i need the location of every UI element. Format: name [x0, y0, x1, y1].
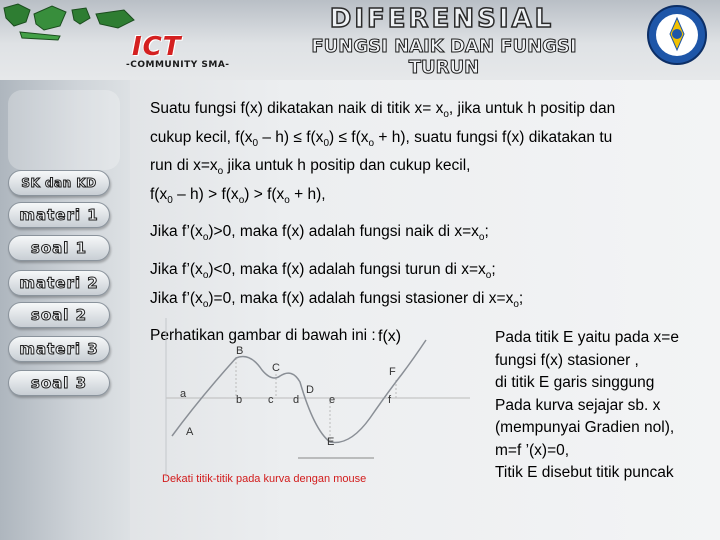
text: Jika f’(x	[150, 223, 203, 241]
rule-decreasing	[150, 259, 710, 288]
rule-stationary	[150, 288, 710, 317]
point-C[interactable]: C	[272, 362, 280, 374]
label-d: d	[293, 394, 300, 406]
text: ;	[484, 223, 489, 241]
text: cukup kecil, f(x	[150, 128, 253, 146]
point-B[interactable]: B	[236, 345, 244, 357]
text: – h) ≤ f(x	[258, 128, 324, 146]
subscript: o	[485, 270, 492, 282]
note-line: Pada kurva sejajar sb. x	[495, 396, 661, 414]
note-line: di titik E garis singgung	[495, 374, 655, 391]
note-line: (mempunyai Gradien nol),	[495, 419, 675, 436]
text: ) > f(x	[244, 185, 285, 203]
text: jika untuk h positip dan cukup kecil,	[223, 157, 471, 175]
point-D[interactable]: D	[306, 384, 314, 396]
label-a: a	[180, 388, 187, 400]
label-f: f	[388, 394, 392, 406]
subscript: 0	[252, 137, 259, 149]
text: run di x=x	[150, 157, 218, 175]
label-e: e	[329, 394, 336, 406]
text: )<0, maka f(x) adalah fungsi turun di x=x	[208, 260, 486, 278]
subscript: o	[202, 270, 209, 282]
definition-line-4	[150, 184, 702, 213]
page-title: DIFERENSIAL	[329, 4, 555, 34]
subscript: o	[202, 232, 209, 244]
subscript: o	[478, 232, 485, 244]
sidebar-item-materi-2[interactable]: materi 2	[8, 270, 110, 296]
definition-line-2	[150, 127, 702, 156]
text: ;	[491, 260, 496, 278]
sidebar-item-sk-dan-kd[interactable]: SK dan KD	[8, 170, 110, 196]
page-subtitle: FUNGSI NAIK DAN FUNGSI TURUN	[311, 36, 577, 78]
subscript: o	[217, 166, 224, 178]
graph-caption: Dekati titik-titik pada kurva dengan mouse	[162, 473, 367, 485]
subscript: o	[284, 194, 290, 206]
note-line: Pada titik E yaitu pada x=e	[495, 329, 679, 346]
sidebar-item-soal-1[interactable]: soal 1	[8, 235, 110, 261]
definition-line-1	[150, 98, 702, 127]
label-c: c	[268, 394, 274, 406]
text: + h), suatu fungsi f(x) dikatakan tu	[374, 128, 613, 146]
subscript: 0	[323, 137, 329, 149]
text: ;	[518, 289, 524, 307]
instruction-text: Perhatikan gambar di bawah ini :	[150, 327, 376, 345]
text: )=0, maka f(x) adalah fungsi stasioner di x=x	[208, 289, 514, 307]
subscript: 0	[167, 194, 173, 206]
text: Suatu fungsi f(x) dikatakan naik di titik x= x	[150, 100, 444, 117]
subscript: o	[238, 194, 245, 206]
subscript: o	[202, 298, 209, 310]
ict-logo-subtitle: -COMMUNITY SMA-	[126, 60, 230, 70]
sidebar	[0, 80, 130, 540]
text: Jika f’(x	[150, 260, 203, 278]
text: Jika f’(x	[150, 289, 203, 307]
point-F[interactable]: F	[389, 366, 396, 378]
text: , jika untuk h positip dan	[448, 100, 616, 117]
text: f(x	[150, 185, 168, 203]
explanation-note	[495, 327, 715, 485]
fx-label: f(x)	[378, 328, 402, 345]
text: + h),	[289, 185, 326, 203]
label-b: b	[236, 394, 243, 406]
sidebar-item-materi-1[interactable]: materi 1	[8, 202, 110, 228]
subscript: o	[368, 137, 375, 149]
function-graph[interactable]	[150, 318, 490, 493]
indonesia-map-icon	[0, 0, 140, 45]
header-bar	[0, 0, 720, 80]
ministry-emblem-icon	[646, 4, 708, 66]
note-line: m=f ’(x)=0,	[495, 441, 570, 459]
sidebar-item-soal-3[interactable]: soal 3	[8, 370, 110, 396]
note-line: Titik E disebut titik puncak	[495, 464, 674, 481]
text: )>0, maka f(x) adalah fungsi naik di x=x	[208, 223, 479, 241]
text: – h) > f(x	[172, 185, 239, 203]
note-line: fungsi f(x) stasioner ,	[495, 351, 639, 369]
point-E[interactable]: E	[327, 436, 335, 448]
sidebar-item-materi-3[interactable]: materi 3	[8, 336, 110, 362]
main-content	[150, 98, 710, 348]
text: ) ≤ f(x	[329, 128, 369, 146]
graph-svg	[150, 318, 490, 493]
point-A[interactable]: A	[186, 426, 194, 438]
definition-paragraph	[150, 98, 702, 212]
curve-fx	[172, 340, 426, 443]
subscript: o	[443, 109, 449, 121]
sidebar-item-soal-2[interactable]: soal 2	[8, 302, 110, 328]
subscript: o	[513, 298, 519, 310]
definition-line-3	[150, 155, 702, 184]
ict-logo: ICT	[132, 32, 182, 62]
rule-increasing	[150, 221, 710, 250]
